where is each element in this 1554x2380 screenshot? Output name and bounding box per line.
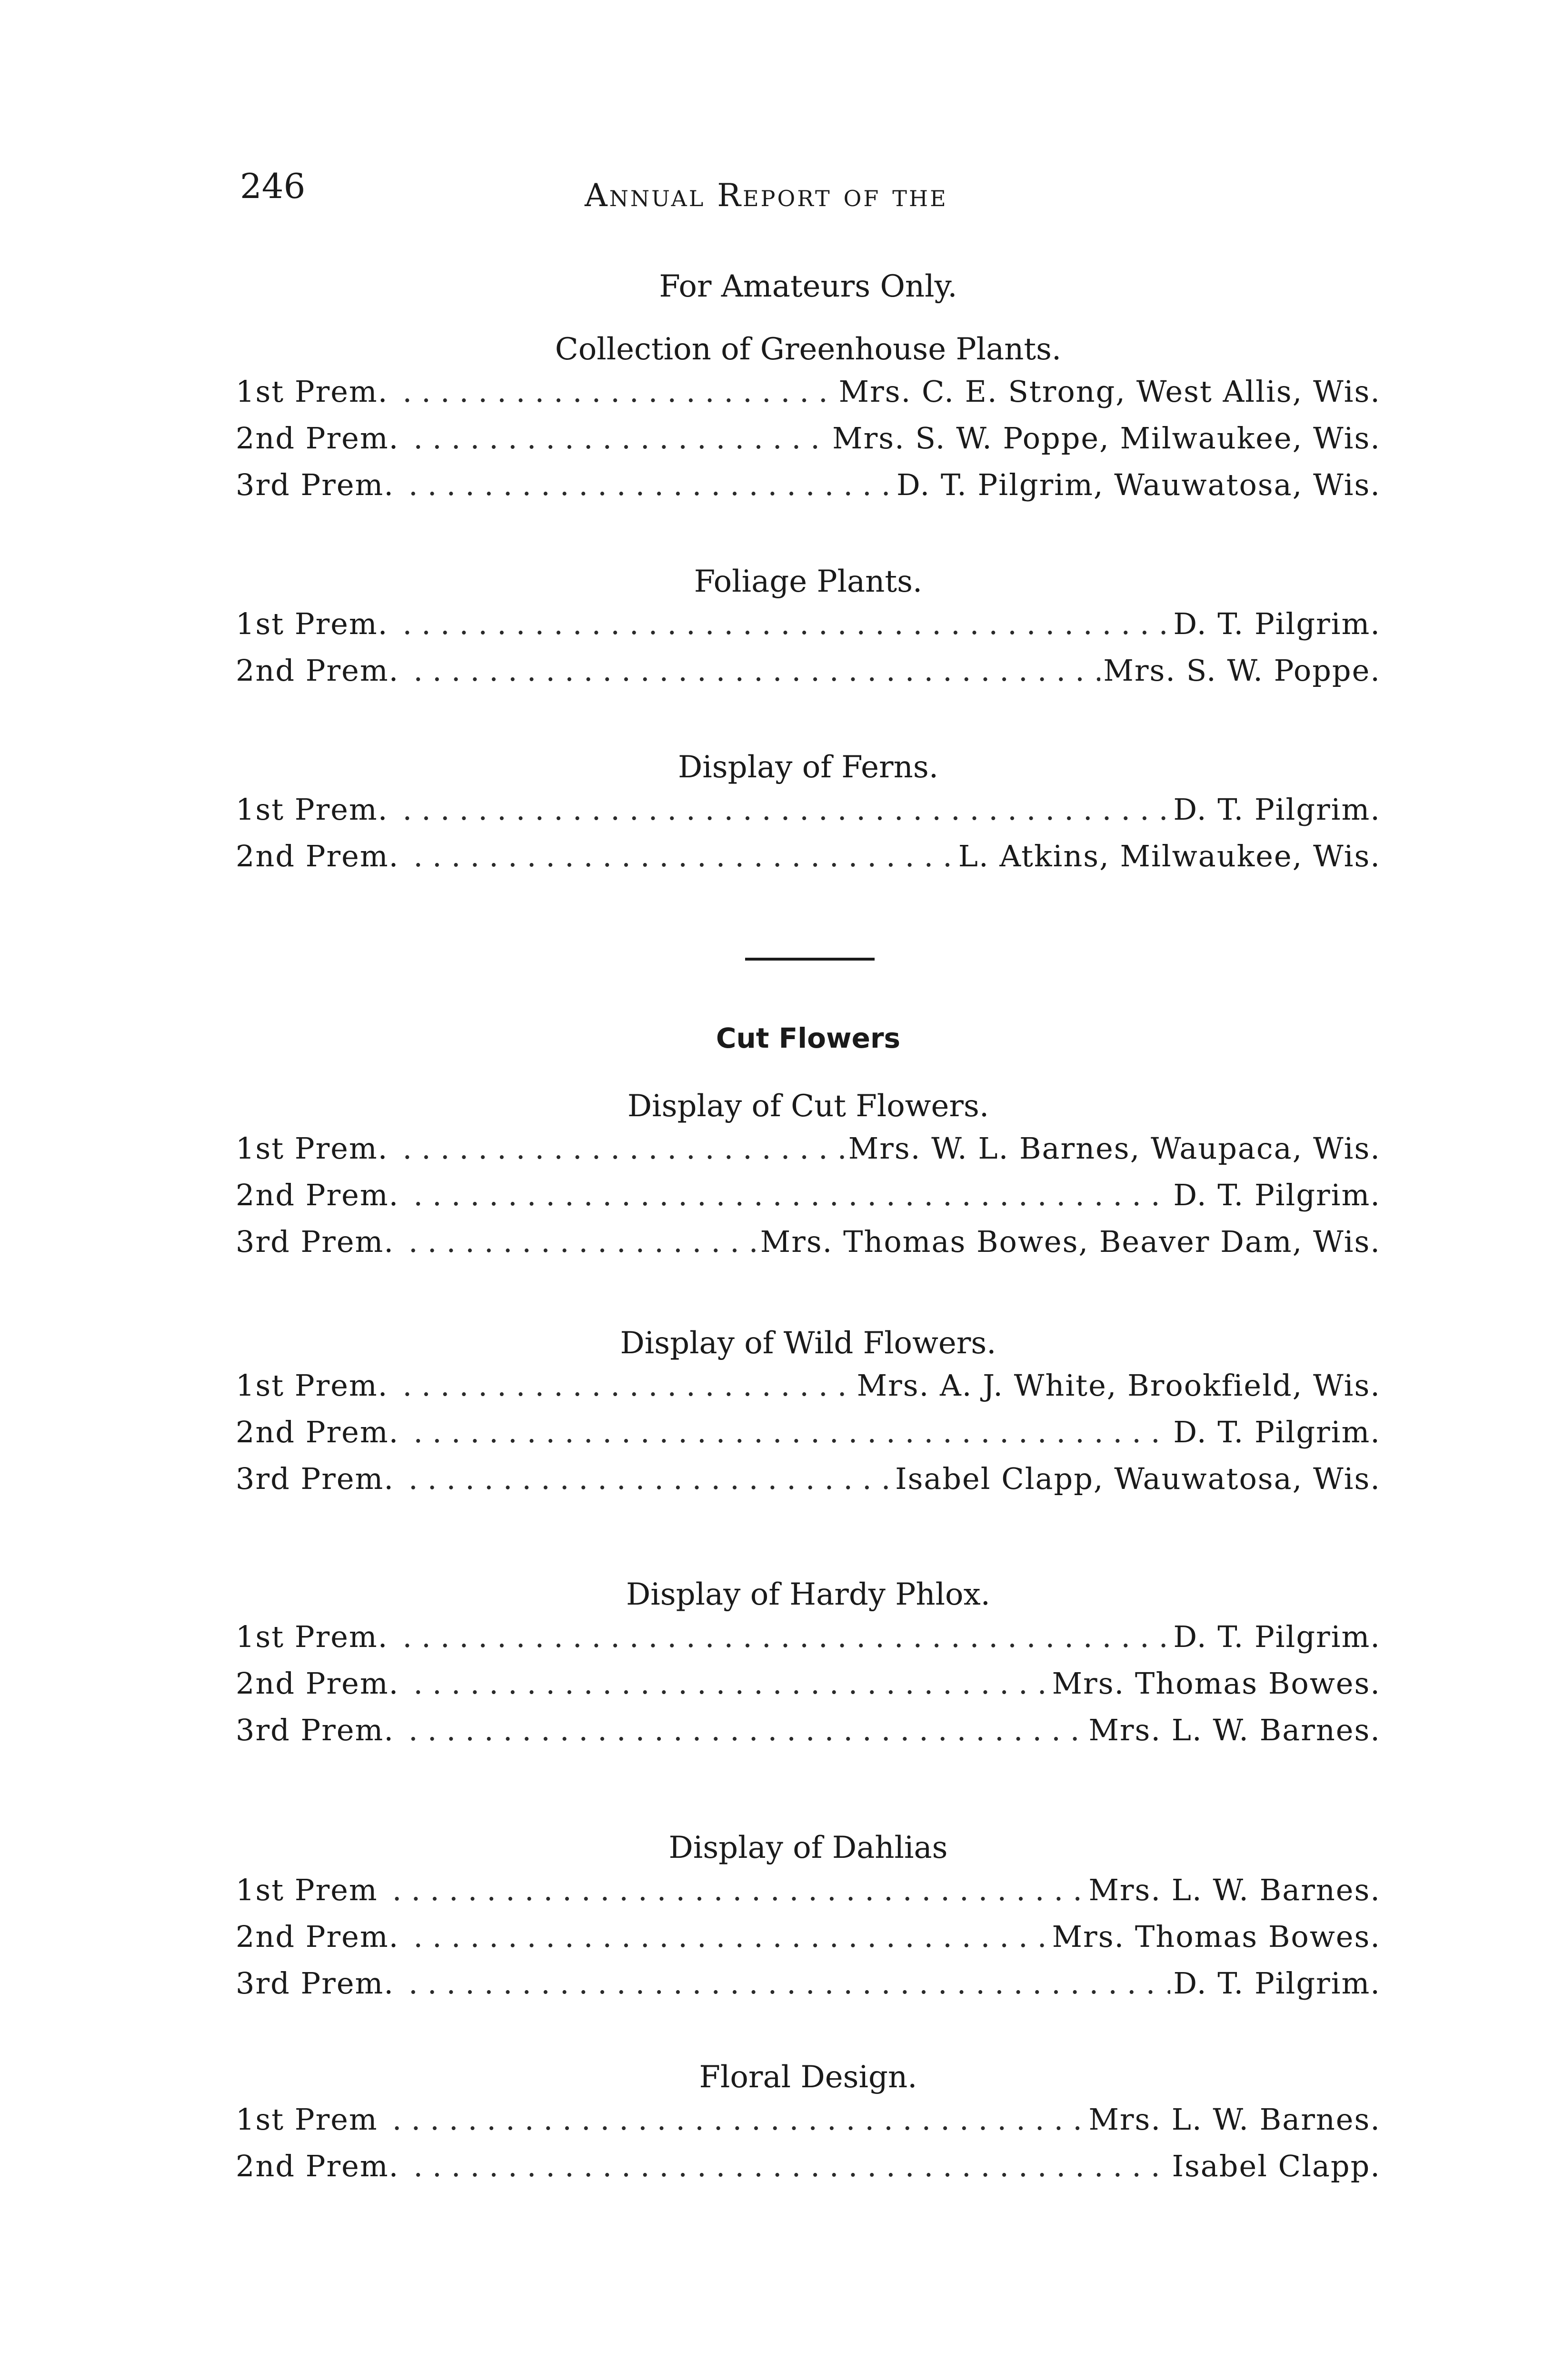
winner-name: Isabel Clapp, Wauwatosa, Wis. <box>895 1461 1381 1496</box>
premium-row <box>236 1614 1381 1660</box>
premium-label: 2nd Prem. <box>236 2149 399 2183</box>
premium-label: 1st Prem. <box>236 1619 388 1654</box>
premium-row <box>236 2143 1381 2190</box>
premium-label: 2nd Prem. <box>236 839 399 873</box>
winner-name: D. T. Pilgrim. <box>1173 792 1381 827</box>
dot-leader <box>413 1172 1170 1219</box>
premium-label: 3rd Prem. <box>236 1966 395 2001</box>
premium-row <box>236 2096 1381 2143</box>
dot-leader <box>392 1867 1086 1914</box>
dot-leader <box>413 833 955 880</box>
dot-leader <box>402 1614 1170 1660</box>
premium-row <box>236 368 1381 415</box>
winner-name: Mrs. A. J. White, Brookfield, Wis. <box>857 1368 1381 1403</box>
section-subheading: Display of Cut Flowers. <box>627 1089 989 1124</box>
premium-row <box>236 647 1381 694</box>
winner-name: D. T. Pilgrim. <box>1173 1966 1381 2001</box>
premium-label: 3rd Prem. <box>236 1224 395 1259</box>
dot-leader <box>402 368 836 415</box>
premium-row <box>236 1125 1381 1172</box>
winner-name: D. T. Pilgrim, Wauwatosa, Wis. <box>896 467 1381 502</box>
winner-name: D. T. Pilgrim. <box>1173 606 1381 641</box>
dot-leader <box>413 1409 1170 1456</box>
premium-label: 1st Prem. <box>236 792 388 827</box>
section-divider <box>745 958 875 961</box>
section-hardy-phlox <box>236 1579 1381 1754</box>
dot-leader <box>408 1219 757 1265</box>
winner-name: Mrs. S. W. Poppe. <box>1103 653 1381 688</box>
premium-label: 3rd Prem. <box>236 467 395 502</box>
dot-leader <box>408 462 894 508</box>
dot-leader <box>402 601 1170 647</box>
premium-row <box>236 1660 1381 1707</box>
dot-leader <box>392 2096 1086 2143</box>
premium-label: 2nd Prem. <box>236 1666 399 1701</box>
dot-leader <box>408 1960 1170 2007</box>
dot-leader <box>402 786 1170 833</box>
section-subheading: Collection of Greenhouse Plants. <box>555 332 1062 367</box>
winner-name: D. T. Pilgrim. <box>1173 1178 1381 1212</box>
section-subheading: Display of Wild Flowers. <box>620 1326 996 1361</box>
premium-row <box>236 601 1381 647</box>
winner-name: Mrs. Thomas Bowes, Beaver Dam, Wis. <box>760 1224 1381 1259</box>
winner-name: Mrs. L. W. Barnes. <box>1088 2102 1381 2137</box>
running-head: Annual Report of the <box>585 177 948 214</box>
dot-leader <box>408 1707 1086 1754</box>
dot-leader <box>413 415 829 462</box>
dot-leader <box>402 1362 854 1409</box>
section-heading: Cut Flowers <box>716 1022 901 1054</box>
winner-name: Mrs. C. E. Strong, West Allis, Wis. <box>838 374 1381 409</box>
section-heading: For Amateurs Only. <box>659 269 957 304</box>
premium-row <box>236 833 1381 880</box>
winner-name: Mrs. S. W. Poppe, Milwaukee, Wis. <box>832 421 1381 456</box>
winner-name: D. T. Pilgrim. <box>1173 1415 1381 1449</box>
section-subheading: Foliage Plants. <box>694 564 923 599</box>
page-number: 246 <box>240 166 306 206</box>
section-subheading: Display of Dahlias <box>668 1830 948 1865</box>
winner-name: L. Atkins, Milwaukee, Wis. <box>958 839 1381 873</box>
premium-row <box>236 415 1381 462</box>
section-dahlias <box>236 1830 1381 2007</box>
premium-row <box>236 786 1381 833</box>
premium-row <box>236 1409 1381 1456</box>
premium-label: 2nd Prem. <box>236 653 399 688</box>
premium-row <box>236 1362 1381 1409</box>
premium-row <box>236 1960 1381 2007</box>
winner-name: Mrs. W. L. Barnes, Waupaca, Wis. <box>848 1131 1381 1166</box>
premium-label: 1st Prem. <box>236 606 388 641</box>
section-subheading: Display of Ferns. <box>677 750 939 785</box>
section-cut-flowers <box>236 1024 1381 1265</box>
premium-label: 1st Prem. <box>236 374 388 409</box>
premium-label: 3rd Prem. <box>236 1461 395 1496</box>
section-wild-flowers <box>236 1328 1381 1502</box>
section-ferns <box>236 752 1381 880</box>
premium-row <box>236 1914 1381 1960</box>
winner-name: Mrs. L. W. Barnes. <box>1088 1713 1381 1747</box>
premium-row <box>236 462 1381 508</box>
premium-label: 2nd Prem. <box>236 1178 399 1212</box>
premium-label: 1st Prem. <box>236 1131 388 1166</box>
premium-row <box>236 1867 1381 1914</box>
premium-label: 2nd Prem. <box>236 1919 399 1954</box>
winner-name: Isabel Clapp. <box>1172 2149 1381 2183</box>
premium-label: 2nd Prem. <box>236 1415 399 1449</box>
winner-name: Mrs. L. W. Barnes. <box>1088 1873 1381 1907</box>
dot-leader <box>408 1456 892 1502</box>
winner-name: D. T. Pilgrim. <box>1173 1619 1381 1654</box>
section-greenhouse-plants <box>236 271 1381 508</box>
section-subheading: Floral Design. <box>699 2060 917 2095</box>
premium-label: 2nd Prem. <box>236 421 399 456</box>
dot-leader <box>413 2143 1169 2190</box>
winner-name: Mrs. Thomas Bowes. <box>1052 1666 1381 1701</box>
dot-leader <box>402 1125 845 1172</box>
premium-row <box>236 1456 1381 1502</box>
winner-name: Mrs. Thomas Bowes. <box>1052 1919 1381 1954</box>
dot-leader <box>413 1914 1049 1960</box>
premium-label: 1st Prem <box>236 2102 378 2137</box>
section-subheading: Display of Hardy Phlox. <box>626 1577 991 1612</box>
premium-label: 1st Prem. <box>236 1368 388 1403</box>
dot-leader <box>413 1660 1049 1707</box>
premium-label: 3rd Prem. <box>236 1713 395 1747</box>
premium-label: 1st Prem <box>236 1873 378 1907</box>
premium-row <box>236 1707 1381 1754</box>
dot-leader <box>413 647 1100 694</box>
premium-row <box>236 1219 1381 1265</box>
section-foliage-plants <box>236 566 1381 694</box>
section-floral-design <box>236 2062 1381 2190</box>
premium-row <box>236 1172 1381 1219</box>
